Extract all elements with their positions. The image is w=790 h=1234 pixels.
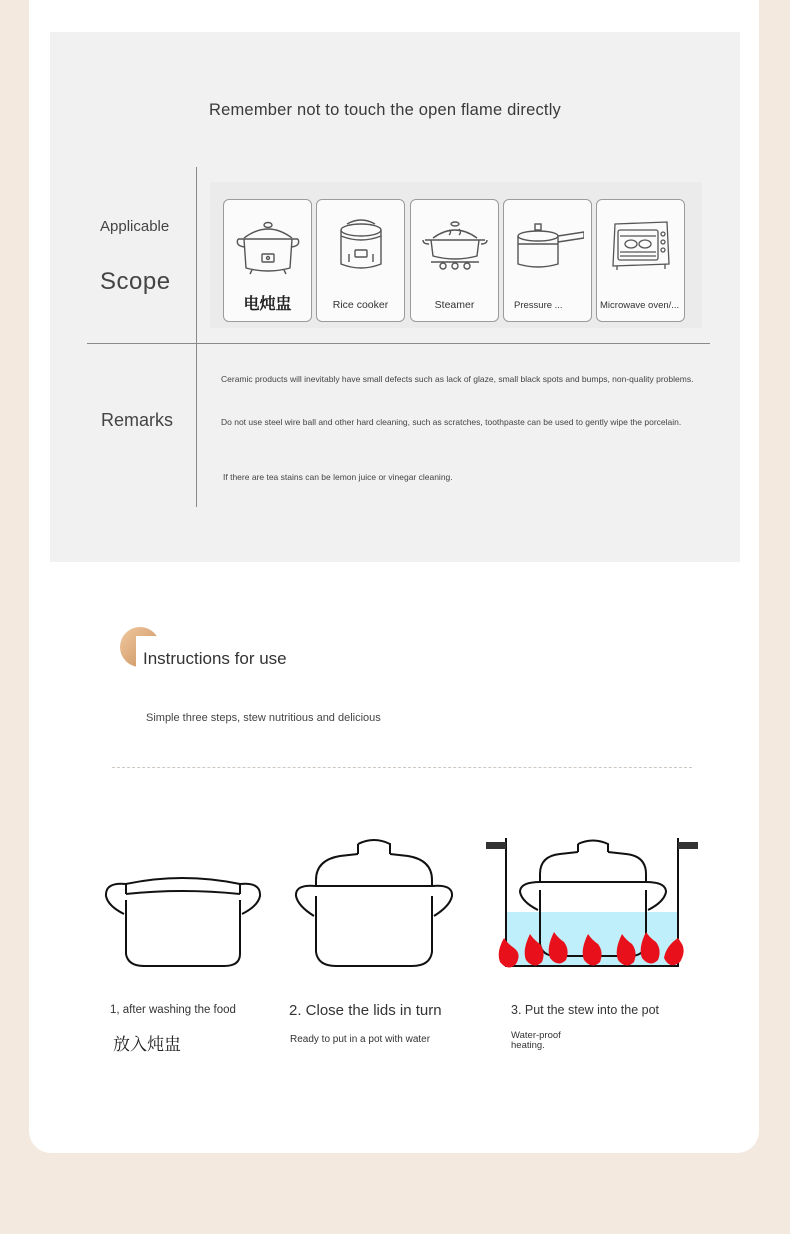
remark-item: If there are tea stains can be lemon juice or vinegar cleaning. [223,472,453,482]
remark-item: Do not use steel wire ball and other hard cleaning, such as scratches, toothpaste can be used to gently wipe the porcelain. [221,417,682,427]
microwave-oven-icon [605,214,677,280]
open-stew-pot-icon [100,866,266,972]
steamer-icon [419,214,491,280]
pressure-cooker-icon [512,214,584,280]
appliance-tile [410,199,499,322]
appliance-tile [596,199,685,322]
electric-stew-pot-icon [232,214,304,280]
lidded-stew-pot-icon [290,834,460,974]
appliance-tile [316,199,405,322]
step-1-detail: 放入炖盅 [113,1035,181,1054]
divider-horizontal [87,343,710,344]
step-2-detail: Ready to put in a pot with water [290,1034,431,1045]
appliance-label: Pressure ... [514,300,563,311]
appliance-tile [223,199,312,322]
remark-item: Ceramic products will inevitably have small defects such as lack of glaze, small black spots and bumps, non-quality problems. [221,374,694,384]
appliance-label: 电炖盅 [243,296,292,313]
remarks-label: Remarks [101,410,174,430]
pot-in-water-over-flame-icon [484,834,700,974]
divider-vertical-2 [196,343,197,507]
flame-warning: Remember not to touch the open flame directly [209,101,562,119]
step-2-title: 2. Close the lids in turn [289,1002,442,1019]
scope-label: Scope [100,268,171,295]
appliance-tile [503,199,592,322]
appliance-label: Rice cooker [332,299,389,311]
scope-label-small: Applicable [100,218,170,235]
step-3-detail: Water-proof heating. [511,1030,561,1051]
instructions-title: Instructions for use [143,649,287,668]
appliance-label: Microwave oven/... [600,300,680,311]
section-divider [112,767,692,768]
rice-cooker-icon [325,214,397,280]
appliance-label: Steamer [434,299,475,311]
instructions-subtitle: Simple three steps, stew nutritious and delicious [146,712,381,724]
step-3-title: 3. Put the stew into the pot [511,1003,660,1017]
step-1-title: 1, after washing the food [110,1004,236,1016]
divider-vertical [196,167,197,343]
